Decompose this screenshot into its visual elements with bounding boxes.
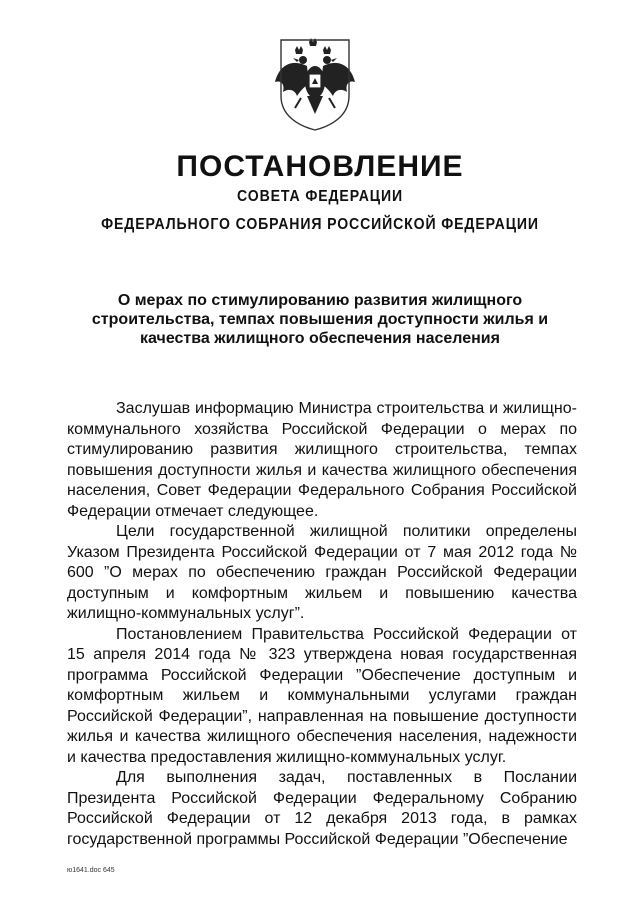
body-paragraph: Для выполнения задач, поставленных в Послании Президента Российской Федерации Федеральному Собранию Российской Федерации от 12 декабря 2013 года, в рамках государственной программы Российской Федерации ”Обеспечение <box>67 769 577 848</box>
document-body <box>67 399 577 850</box>
body-paragraph: Цели государственной жилищной политики определены Указом Президента Российской Федерации от 7 мая 2012 года № 600 ”О мерах по обеспечению граждан Российской Федерации доступным и комфортным жильем и повышению качества жилищно-коммунальных услуг”. <box>67 523 577 622</box>
body-paragraph: Постановлением Правительства Российской Федерации от 15 апреля 2014 года № 323 утверждена новая государственная программа Российской Федерации ”Обеспечение доступным и комфортным жильем и коммунальными услугами граждан Российской Федерации”, направленная на повышение доступности жилья и качества жилищного обеспечения населения, надежности и качества предоставления жилищно-коммунальных услуг. <box>67 625 577 766</box>
coat-of-arms-emblem-icon <box>271 36 359 132</box>
heading-line: качества жилищного обеспечения населения <box>140 330 500 347</box>
resolution-heading <box>90 291 550 348</box>
document-title: ПОСТАНОВЛЕНИЕ <box>176 150 464 183</box>
heading-line: строительства, темпах повышения доступности жилья и <box>91 311 549 328</box>
document-reference: ю1641.doc 645 <box>67 867 115 874</box>
body-paragraph: Заслушав информацию Министра строительства и жилищно-коммунального хозяйства Российской Федерации о мерах по стимулированию развития жилищного строительства, темпах повышения доступности жилья и качества жилищного обеспечения населения, Совет Федерации Федерального Собрания Российской Федерации отмечает следующее. <box>67 400 577 520</box>
issuer-line-1: СОВЕТА ФЕДЕРАЦИИ <box>237 188 403 205</box>
heading-line: О мерах по стимулированию развития жилищного <box>117 292 523 309</box>
issuer-line-2: ФЕДЕРАЛЬНОГО СОБРАНИЯ РОССИЙСКОЙ ФЕДЕРАЦИИ <box>101 216 539 233</box>
